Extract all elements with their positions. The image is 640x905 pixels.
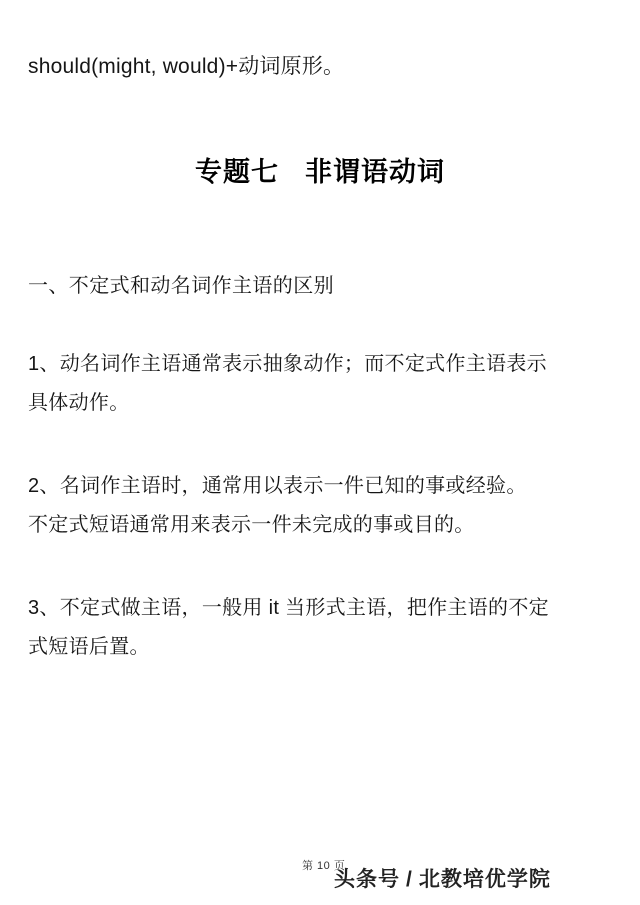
paragraph-2-line-2: 不定式短语通常用来表示一件未完成的事或目的。: [28, 514, 475, 536]
paragraph-1-line-2: 具体动作。: [28, 392, 130, 414]
paragraph-2: [28, 467, 612, 545]
page-title-topic: 专题七: [195, 157, 279, 187]
paragraph-3-line-2: 式短语后置。: [28, 636, 150, 658]
paragraph-1-line-1: 1、动名词作主语通常表示抽象动作；而不定式作主语表示: [28, 353, 547, 375]
watermark-author: 北教培优学院: [418, 868, 551, 891]
paragraph-2-line-1: 2、名词作主语时，通常用以表示一件已知的事或经验。: [28, 475, 527, 497]
paragraph-1: [28, 345, 612, 423]
watermark: [334, 863, 551, 893]
watermark-separator: /: [406, 868, 413, 891]
page-title: [28, 150, 612, 189]
page-title-subject: 非谓语动词: [305, 157, 445, 187]
section-heading: 一、不定式和动名词作主语的区别: [28, 275, 334, 297]
page-footer: [0, 833, 640, 905]
paragraph-3: [28, 589, 612, 667]
page-number: 第 10 页: [302, 860, 346, 872]
watermark-platform: 头条号: [334, 868, 400, 891]
top-text-line: should(might, would)+动词原形。: [28, 55, 345, 78]
paragraph-3-line-1: 3、不定式做主语，一般用 it 当形式主语，把作主语的不定: [28, 597, 549, 619]
